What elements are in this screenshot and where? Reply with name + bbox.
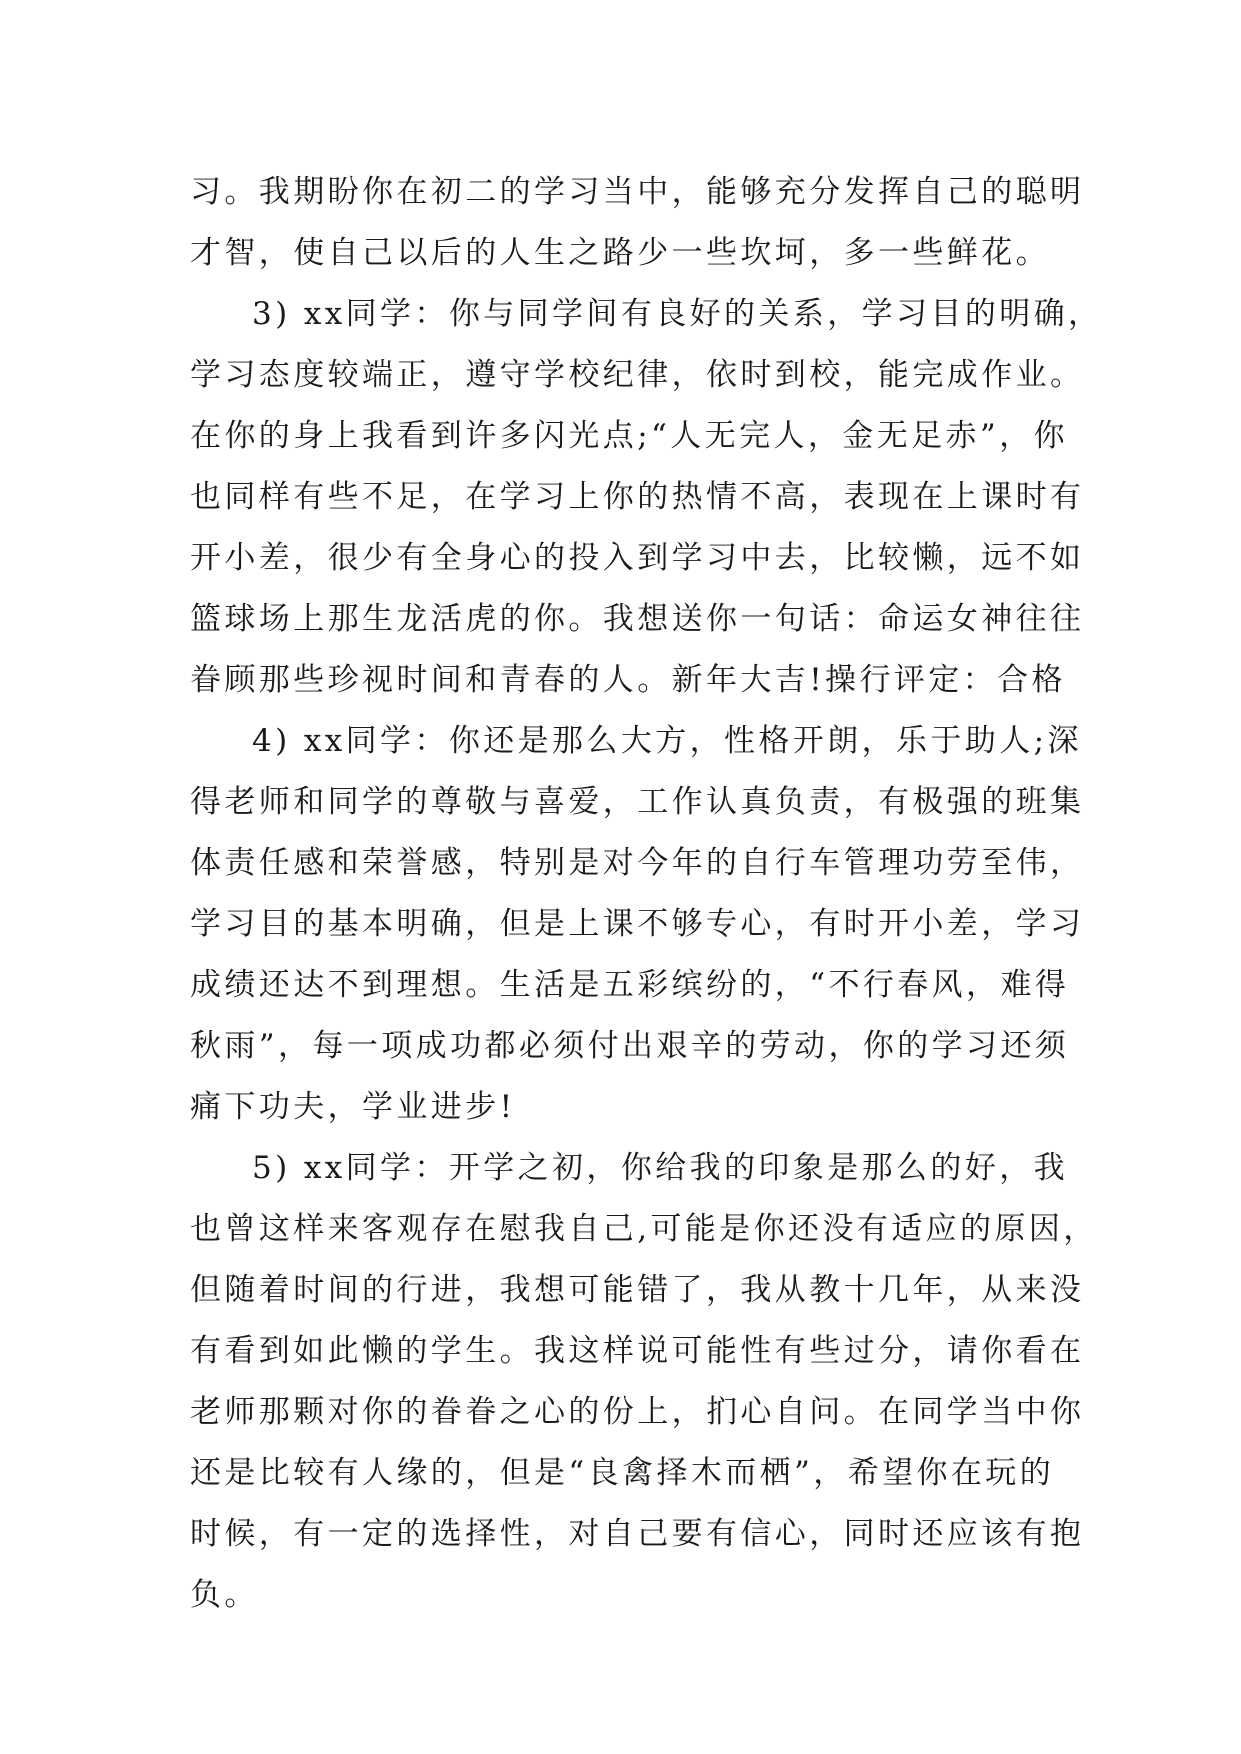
text-line: 但随着时间的行进，我想可能错了，我从教十几年，从来没 bbox=[190, 1272, 1085, 1308]
text-line: 老师那颗对你的眷眷之心的份上，扪心自问。在同学当中你 bbox=[190, 1394, 1085, 1430]
text-line: 学习目的基本明确，但是上课不够专心，有时开小差，学习 bbox=[190, 906, 1085, 942]
text-line: 秋雨”，每一项成功都必须付出艰辛的劳动，你的学习还须 bbox=[190, 1028, 1070, 1064]
text-line: 痛下功夫，学业进步! bbox=[190, 1089, 516, 1125]
text-line: 在你的身上我看到许多闪光点;“人无完人，金无足赤”，你 bbox=[190, 418, 1068, 454]
text-line: 体责任感和荣誉感，特别是对今年的自行车管理功劳至伟， bbox=[190, 845, 1085, 881]
paragraph-start-line: 3) xx同学：你与同学间有良好的关系，学习目的明确， bbox=[252, 296, 1103, 332]
text-line: 才智，使自己以后的人生之路少一些坎坷，多一些鲜花。 bbox=[190, 235, 1050, 271]
text-line: 还是比较有人缘的，但是“良禽择木而栖”，希望你在玩的 bbox=[190, 1455, 1055, 1491]
paragraph-start-line: 4) xx同学：你还是那么大方，性格开朗，乐于助人;深 bbox=[252, 723, 1082, 759]
text-line: 也同样有些不足，在学习上你的热情不高，表现在上课时有 bbox=[190, 479, 1085, 515]
text-line: 也曾这样来客观存在慰我自己,可能是你还没有适应的原因， bbox=[190, 1211, 1098, 1247]
text-line: 时候，有一定的选择性，对自己要有信心，同时还应该有抱 bbox=[190, 1516, 1085, 1552]
text-line: 成绩还达不到理想。生活是五彩缤纷的，“不行春风，难得 bbox=[190, 967, 1070, 1003]
document-body bbox=[190, 162, 1103, 1626]
paragraph-start-line: 5) xx同学：开学之初，你给我的印象是那么的好，我 bbox=[252, 1150, 1069, 1186]
text-line: 篮球场上那生龙活虎的你。我想送你一句话：命运女神往往 bbox=[190, 601, 1085, 637]
text-line: 习。我期盼你在初二的学习当中，能够充分发挥自己的聪明 bbox=[190, 174, 1085, 210]
text-line: 有看到如此懒的学生。我这样说可能性有些过分，请你看在 bbox=[190, 1333, 1085, 1369]
text-line: 眷顾那些珍视时间和青春的人。新年大吉!操行评定：合格 bbox=[190, 662, 1066, 698]
text-line: 得老师和同学的尊敬与喜爱，工作认真负责，有极强的班集 bbox=[190, 784, 1085, 820]
text-line: 学习态度较端正，遵守学校纪律，依时到校，能完成作业。 bbox=[190, 357, 1085, 393]
text-line: 开小差，很少有全身心的投入到学习中去，比较懒，远不如 bbox=[190, 540, 1085, 576]
text-line: 负。 bbox=[190, 1577, 259, 1613]
